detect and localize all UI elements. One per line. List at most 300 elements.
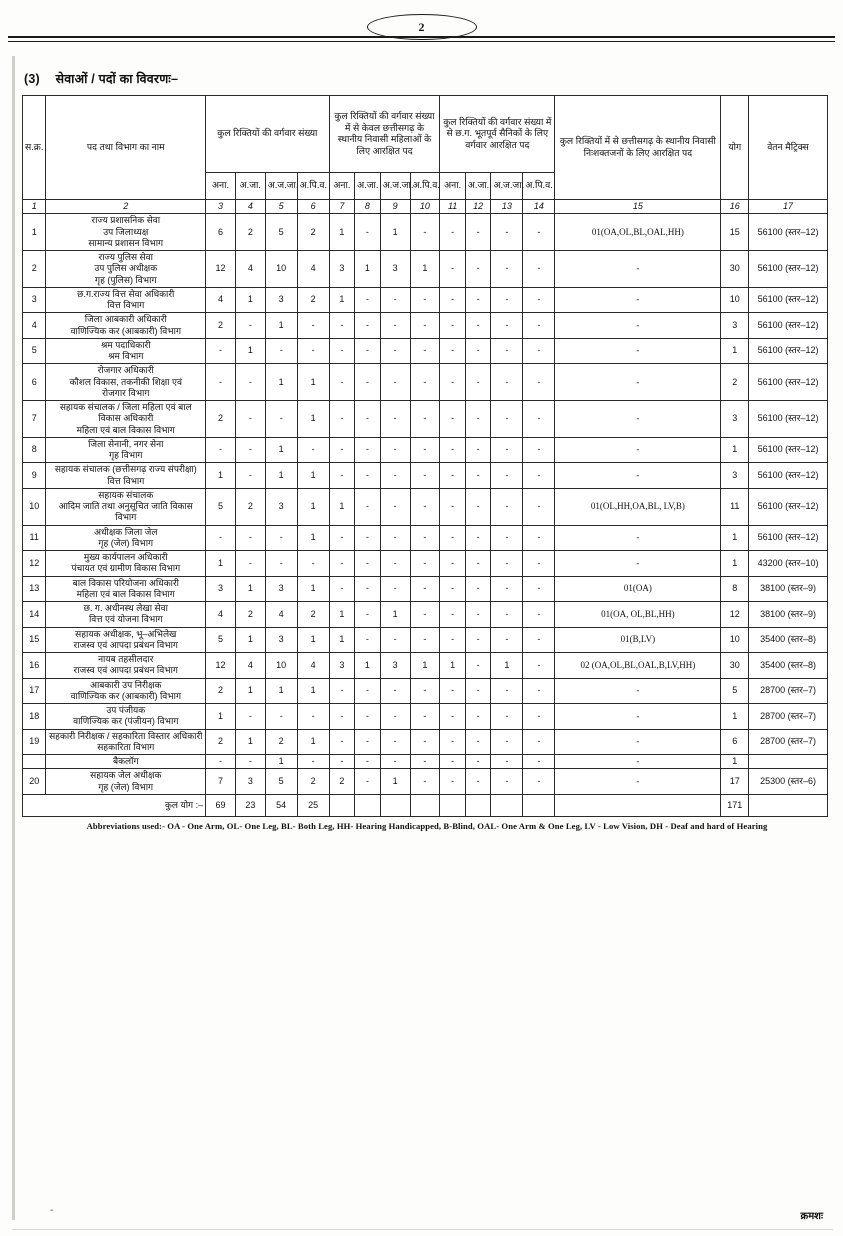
row-count-11: -: [491, 678, 523, 704]
table-row: [23, 437, 828, 463]
th-sub-6: अ.ज.जा.: [380, 173, 410, 200]
row-count-3: 3: [265, 576, 297, 602]
row-count-11: -: [491, 488, 523, 525]
row-pay-matrix: 56100 (स्तर–12): [749, 488, 828, 525]
row-pay-matrix: [749, 755, 828, 769]
row-count-7: -: [380, 704, 410, 730]
row-count-6: -: [355, 313, 381, 339]
row-count-12: -: [523, 704, 555, 730]
table-row: [23, 488, 828, 525]
row-handicapped-reservation: -: [555, 755, 721, 769]
row-count-5: -: [329, 401, 355, 438]
row-count-1: -: [206, 755, 236, 769]
row-handicapped-reservation: 01(OL,HH,OA,BL, LV,B): [555, 488, 721, 525]
row-post-dept: [46, 653, 206, 679]
row-sno: 13: [23, 576, 46, 602]
row-count-6: -: [355, 769, 381, 795]
footer-dash: -: [50, 1205, 54, 1216]
vacancy-table-body: [23, 214, 828, 795]
row-dept-name: महिला एवं बाल विकास विभाग: [76, 588, 175, 599]
vacancy-table: [22, 95, 828, 817]
row-count-4: -: [297, 313, 329, 339]
row-count-4: 1: [297, 627, 329, 653]
row-dept-name: महिला एवं बाल विकास विभाग: [76, 424, 175, 435]
row-sno: 3: [23, 287, 46, 313]
th-group-local-women: कुल रिक्तियों की वर्गवार संख्या में से केवल छत्तीसगढ़ के स्थानीय निवासी महिलाओं के लिए आरक्षित पद: [329, 96, 440, 173]
row-count-6: -: [355, 704, 381, 730]
row-count-8: -: [410, 463, 440, 489]
row-count-12: -: [523, 364, 555, 401]
row-post-dept: [46, 704, 206, 730]
row-total: 2: [721, 364, 749, 401]
colnum-8: 8: [355, 200, 381, 214]
row-pay-matrix: 35400 (स्तर–8): [749, 627, 828, 653]
row-sno: 9: [23, 463, 46, 489]
row-count-5: 1: [329, 488, 355, 525]
table-row: [23, 653, 828, 679]
row-count-1: -: [206, 525, 236, 551]
row-count-1: -: [206, 364, 236, 401]
row-handicapped-reservation: -: [555, 678, 721, 704]
row-dept-name: कौशल विकास, तकनीकी शिक्षा एवं: [69, 376, 182, 387]
row-dept-name: गृह (पुलिस) विभाग: [95, 274, 157, 285]
row-count-6: -: [355, 437, 381, 463]
row-count-8: 1: [410, 251, 440, 288]
row-total: 3: [721, 401, 749, 438]
row-count-7: -: [380, 755, 410, 769]
row-post-name: सहकारी निरीक्षक / सहकारिता विस्तार अधिकारी: [49, 730, 203, 741]
page-number-badge: 2: [367, 14, 477, 40]
row-post-name: जिला सेनानी, नगर सेना: [88, 438, 164, 449]
row-dept-name: विभाग: [115, 512, 137, 523]
colnum-10: 10: [410, 200, 440, 214]
document-content: [22, 62, 832, 831]
th-group-exservicemen: कुल रिक्तियों की वर्गवार संख्या में से छ.ग. भूतपूर्व सैनिकों के लिए वर्गवार आरक्षित पद: [440, 96, 555, 173]
row-total: 30: [721, 251, 749, 288]
colnum-4: 4: [235, 200, 265, 214]
row-count-9: -: [440, 678, 466, 704]
row-post-dept: [46, 769, 206, 795]
row-post-name: श्रम पदाधिकारी: [100, 339, 151, 350]
table-row: [23, 755, 828, 769]
row-count-4: -: [297, 755, 329, 769]
footer-continued: क्रमशः: [800, 1211, 823, 1222]
row-sno: 14: [23, 602, 46, 628]
row-count-4: -: [297, 338, 329, 364]
row-count-11: -: [491, 401, 523, 438]
row-handicapped-reservation: 01(OA,OL,BL,OAL,HH): [555, 214, 721, 251]
row-post-dept: [46, 251, 206, 288]
row-dept-name: पंचायत एवं ग्रामीण विकास विभाग: [71, 563, 181, 574]
row-count-2: 2: [235, 214, 265, 251]
row-count-12: -: [523, 769, 555, 795]
th-sub-5: अ.जा.: [355, 173, 381, 200]
row-count-10: -: [465, 338, 491, 364]
row-count-3: -: [265, 401, 297, 438]
row-count-8: -: [410, 755, 440, 769]
row-count-4: 1: [297, 576, 329, 602]
row-dept-name: आदिम जाति तथा अनुसूचित जाति विकास: [58, 501, 193, 511]
colnum-9: 9: [380, 200, 410, 214]
row-sno: 12: [23, 551, 46, 577]
row-count-10: -: [465, 463, 491, 489]
row-count-6: -: [355, 678, 381, 704]
row-post-name: जिला आबकारी अधिकारी: [84, 314, 167, 325]
row-total: 5: [721, 678, 749, 704]
row-sno: 17: [23, 678, 46, 704]
bottom-edge-rule: [12, 1229, 833, 1230]
row-post-name: छ.ग.राज्य वित्त सेवा अधिकारी: [77, 288, 175, 299]
row-post-dept: [46, 364, 206, 401]
row-count-11: -: [491, 251, 523, 288]
row-count-4: 4: [297, 251, 329, 288]
row-post-dept: [46, 602, 206, 628]
row-pay-matrix: 56100 (स्तर–12): [749, 437, 828, 463]
row-count-1: 7: [206, 769, 236, 795]
row-count-7: -: [380, 364, 410, 401]
row-post-name: सहायक संचालक: [98, 489, 154, 500]
row-sno: 5: [23, 338, 46, 364]
row-count-4: 1: [297, 678, 329, 704]
row-count-6: -: [355, 576, 381, 602]
row-count-11: -: [491, 729, 523, 755]
row-count-10: -: [465, 525, 491, 551]
row-count-3: -: [265, 704, 297, 730]
th-sub-7: अ.पि.व.: [410, 173, 440, 200]
row-count-4: 1: [297, 525, 329, 551]
row-count-8: 1: [410, 653, 440, 679]
row-post-dept: [46, 576, 206, 602]
row-count-2: -: [235, 463, 265, 489]
row-count-8: -: [410, 525, 440, 551]
row-count-12: -: [523, 576, 555, 602]
row-post-name: सहायक संचालक (छत्तीसगढ़ राज्य संपरीक्षा): [54, 464, 197, 475]
row-sno: 16: [23, 653, 46, 679]
total-blank-9: [380, 794, 410, 816]
table-row: [23, 364, 828, 401]
row-count-9: -: [440, 576, 466, 602]
row-count-8: -: [410, 551, 440, 577]
row-count-10: -: [465, 401, 491, 438]
row-count-4: -: [297, 551, 329, 577]
th-sub-1: अ.जा.: [235, 173, 265, 200]
row-count-10: -: [465, 704, 491, 730]
row-sno: 1: [23, 214, 46, 251]
row-dept-name: वित्त विभाग: [107, 475, 145, 486]
row-count-12: -: [523, 463, 555, 489]
row-dept-name: गृह (जेल) विभाग: [98, 537, 154, 548]
row-count-2: 1: [235, 338, 265, 364]
row-count-3: 1: [265, 437, 297, 463]
row-handicapped-reservation: -: [555, 551, 721, 577]
total-blank-10: [410, 794, 440, 816]
row-count-12: -: [523, 525, 555, 551]
th-sub-8: अना.: [440, 173, 466, 200]
th-sub-9: अ.जा.: [465, 173, 491, 200]
row-count-2: 1: [235, 729, 265, 755]
row-pay-matrix: 35400 (स्तर–8): [749, 653, 828, 679]
row-count-10: -: [465, 214, 491, 251]
total-blank-13: [491, 794, 523, 816]
row-count-1: 6: [206, 214, 236, 251]
row-count-1: 12: [206, 653, 236, 679]
th-sub-4: अना.: [329, 173, 355, 200]
row-count-2: -: [235, 401, 265, 438]
row-count-5: -: [329, 678, 355, 704]
row-count-1: 12: [206, 251, 236, 288]
row-total: 3: [721, 313, 749, 339]
row-count-6: -: [355, 338, 381, 364]
row-post-name: नायब तहसीलदार: [98, 654, 154, 664]
row-count-12: -: [523, 678, 555, 704]
row-count-5: -: [329, 437, 355, 463]
row-count-11: -: [491, 576, 523, 602]
row-count-12: -: [523, 214, 555, 251]
table-header-groups: [23, 96, 828, 173]
colnum-16: 16: [721, 200, 749, 214]
row-count-2: 1: [235, 287, 265, 313]
row-post-dept: [46, 214, 206, 251]
row-count-11: -: [491, 755, 523, 769]
row-count-12: -: [523, 338, 555, 364]
row-count-8: -: [410, 338, 440, 364]
row-count-10: -: [465, 364, 491, 401]
row-count-8: -: [410, 287, 440, 313]
row-count-1: 3: [206, 576, 236, 602]
row-post-name: रोजगार अधिकारी: [97, 365, 154, 376]
row-count-10: -: [465, 627, 491, 653]
row-count-11: 1: [491, 653, 523, 679]
row-sno: 15: [23, 627, 46, 653]
row-count-7: -: [380, 463, 410, 489]
row-count-8: -: [410, 627, 440, 653]
table-row: [23, 769, 828, 795]
row-post-dept: [46, 678, 206, 704]
row-count-9: -: [440, 364, 466, 401]
row-count-8: -: [410, 488, 440, 525]
th-sno: स.क्र.: [23, 96, 46, 200]
row-count-3: 2: [265, 729, 297, 755]
row-post-dept: [46, 401, 206, 438]
row-pay-matrix: 43200 (स्तर–10): [749, 551, 828, 577]
row-count-2: -: [235, 437, 265, 463]
row-count-3: -: [265, 525, 297, 551]
table-row: [23, 602, 828, 628]
row-count-9: -: [440, 313, 466, 339]
total-value-2: 54: [265, 794, 297, 816]
row-count-5: 3: [329, 653, 355, 679]
row-count-12: -: [523, 251, 555, 288]
row-count-6: 1: [355, 653, 381, 679]
row-count-11: -: [491, 525, 523, 551]
row-dept-name: वित्त एवं योजना विभाग: [88, 614, 163, 625]
row-count-9: -: [440, 602, 466, 628]
total-value-1: 23: [235, 794, 265, 816]
row-count-4: -: [297, 437, 329, 463]
row-count-7: -: [380, 338, 410, 364]
row-pay-matrix: 28700 (स्तर–7): [749, 729, 828, 755]
row-sno: 8: [23, 437, 46, 463]
row-count-7: -: [380, 576, 410, 602]
row-total: 30: [721, 653, 749, 679]
table-row: [23, 678, 828, 704]
row-count-9: -: [440, 437, 466, 463]
row-count-7: -: [380, 401, 410, 438]
row-count-5: -: [329, 551, 355, 577]
row-count-11: -: [491, 769, 523, 795]
row-post-name: सहायक अधीक्षक, भू–अभिलेख: [75, 628, 177, 639]
row-count-12: -: [523, 437, 555, 463]
table-row: [23, 704, 828, 730]
row-pay-matrix: 56100 (स्तर–12): [749, 313, 828, 339]
row-count-10: -: [465, 551, 491, 577]
table-total-row: [23, 794, 828, 816]
colnum-11: 11: [440, 200, 466, 214]
row-count-8: -: [410, 214, 440, 251]
row-count-12: -: [523, 755, 555, 769]
row-count-1: -: [206, 338, 236, 364]
row-count-4: 1: [297, 463, 329, 489]
row-dept-name: राजस्व एवं आपदा प्रबंधन विभाग: [73, 665, 178, 676]
table-row: [23, 729, 828, 755]
row-handicapped-reservation: 01(B,LV): [555, 627, 721, 653]
row-count-1: 2: [206, 401, 236, 438]
row-dept-name: वाणिज्यिक कर (आबकारी) विभाग: [70, 325, 182, 336]
row-handicapped-reservation: -: [555, 251, 721, 288]
row-count-10: -: [465, 755, 491, 769]
row-handicapped-reservation: -: [555, 364, 721, 401]
row-pay-matrix: 56100 (स्तर–12): [749, 463, 828, 489]
row-sno: 20: [23, 769, 46, 795]
row-count-11: -: [491, 463, 523, 489]
row-pay-matrix: 56100 (स्तर–12): [749, 214, 828, 251]
row-count-8: -: [410, 401, 440, 438]
row-count-1: 4: [206, 287, 236, 313]
row-count-7: -: [380, 551, 410, 577]
row-total: 1: [721, 437, 749, 463]
colnum-2: 2: [46, 200, 206, 214]
row-handicapped-reservation: -: [555, 437, 721, 463]
row-count-9: -: [440, 488, 466, 525]
row-count-3: 10: [265, 251, 297, 288]
row-handicapped-reservation: 01(OA): [555, 576, 721, 602]
row-count-10: -: [465, 678, 491, 704]
row-count-6: -: [355, 551, 381, 577]
row-dept-name: सामान्य प्रशासन विभाग: [88, 237, 164, 248]
row-count-9: -: [440, 401, 466, 438]
row-count-3: 1: [265, 313, 297, 339]
row-count-9: -: [440, 769, 466, 795]
row-dept-name: गृह (जेल) विभाग: [98, 781, 154, 792]
row-post-dept: [46, 463, 206, 489]
row-post-dept: [46, 525, 206, 551]
row-count-10: -: [465, 287, 491, 313]
row-dept-name: श्रम विभाग: [108, 351, 144, 361]
row-count-5: 2: [329, 769, 355, 795]
row-count-1: 2: [206, 729, 236, 755]
row-count-6: -: [355, 602, 381, 628]
row-dept-name: उप जिलाध्यक्ष: [103, 226, 149, 237]
row-count-2: 2: [235, 602, 265, 628]
row-count-8: -: [410, 576, 440, 602]
total-value-3: 25: [297, 794, 329, 816]
row-count-5: -: [329, 704, 355, 730]
row-count-7: -: [380, 287, 410, 313]
table-row: [23, 313, 828, 339]
table-row: [23, 525, 828, 551]
row-count-5: -: [329, 729, 355, 755]
row-count-9: -: [440, 627, 466, 653]
row-count-2: 4: [235, 653, 265, 679]
row-count-5: 3: [329, 251, 355, 288]
row-count-7: 3: [380, 653, 410, 679]
row-count-6: -: [355, 627, 381, 653]
row-sno: 19: [23, 729, 46, 755]
row-total: 17: [721, 769, 749, 795]
row-pay-matrix: 38100 (स्तर–9): [749, 576, 828, 602]
row-count-2: 1: [235, 678, 265, 704]
row-count-9: -: [440, 755, 466, 769]
table-column-numbers: [23, 200, 828, 214]
row-count-2: 1: [235, 627, 265, 653]
row-count-4: 1: [297, 729, 329, 755]
row-sno: 2: [23, 251, 46, 288]
total-label: कुल योग :–: [23, 794, 206, 816]
row-count-7: -: [380, 313, 410, 339]
row-count-9: -: [440, 551, 466, 577]
row-count-2: 2: [235, 488, 265, 525]
row-count-3: 1: [265, 463, 297, 489]
row-total: 1: [721, 525, 749, 551]
row-count-8: -: [410, 678, 440, 704]
row-sno: 7: [23, 401, 46, 438]
colnum-7: 7: [329, 200, 355, 214]
row-dept-name: रोजगार विभाग: [102, 387, 150, 398]
row-post-dept: [46, 729, 206, 755]
row-count-10: -: [465, 488, 491, 525]
row-count-2: 4: [235, 251, 265, 288]
row-count-4: 4: [297, 653, 329, 679]
row-pay-matrix: 25300 (स्तर–6): [749, 769, 828, 795]
row-count-8: -: [410, 769, 440, 795]
row-handicapped-reservation: -: [555, 463, 721, 489]
row-count-5: -: [329, 576, 355, 602]
total-blank-8: [355, 794, 381, 816]
row-post-dept: [46, 551, 206, 577]
row-total: 1: [721, 338, 749, 364]
row-count-3: 1: [265, 678, 297, 704]
row-sno: 10: [23, 488, 46, 525]
row-post-name: उप पंजीयक: [106, 705, 146, 715]
row-count-6: -: [355, 214, 381, 251]
row-count-6: 1: [355, 251, 381, 288]
row-post-dept: [46, 287, 206, 313]
row-count-3: -: [265, 338, 297, 364]
row-total: 8: [721, 576, 749, 602]
row-count-2: -: [235, 313, 265, 339]
row-count-4: 2: [297, 602, 329, 628]
row-count-11: -: [491, 364, 523, 401]
row-total: 15: [721, 214, 749, 251]
total-blank-pay: [749, 794, 828, 816]
row-count-5: 1: [329, 287, 355, 313]
row-count-5: -: [329, 755, 355, 769]
row-count-3: 10: [265, 653, 297, 679]
row-count-12: -: [523, 729, 555, 755]
row-count-9: -: [440, 525, 466, 551]
row-count-7: -: [380, 729, 410, 755]
row-dept-name: सहकारिता विभाग: [97, 741, 155, 752]
